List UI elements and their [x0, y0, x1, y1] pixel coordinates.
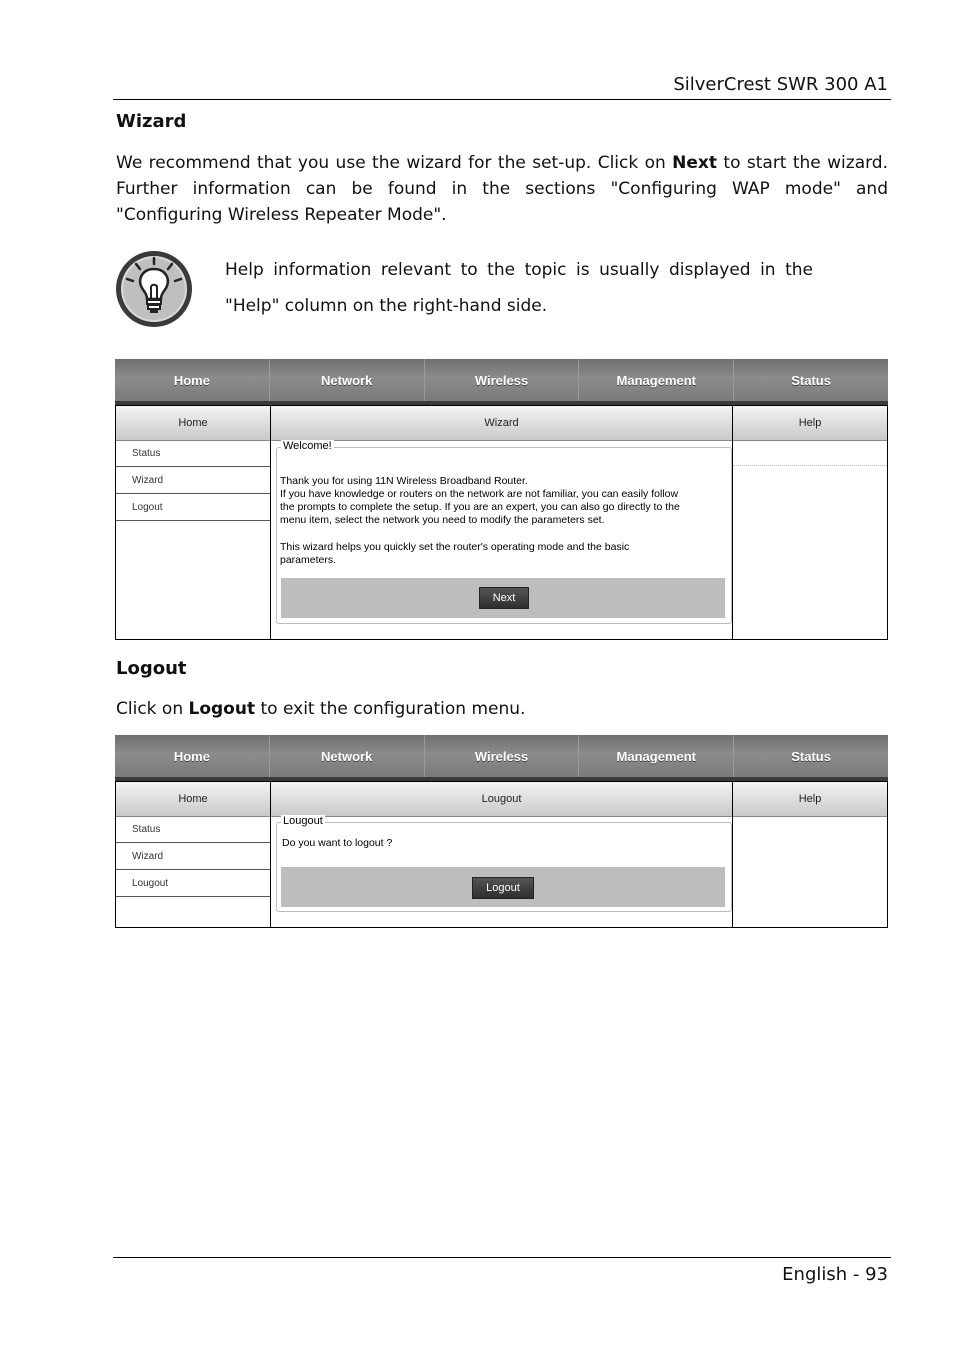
logout-para-post: to exit the configuration menu. — [255, 699, 526, 719]
wizard-screenshot — [115, 359, 888, 640]
nav-status[interactable]: Status — [791, 748, 831, 764]
logout-heading: Logout — [116, 658, 187, 679]
nav-wireless[interactable]: Wireless — [425, 359, 580, 401]
document-header: SilverCrest SWR 300 A1 — [673, 74, 888, 95]
help-column-header: Help — [733, 406, 887, 441]
button-bar — [281, 578, 725, 618]
logout-para-bold: Logout — [188, 699, 256, 719]
side-column-header: Home — [116, 782, 270, 817]
sidebar-item-status[interactable]: Status — [116, 817, 270, 843]
next-button[interactable]: Next — [479, 587, 529, 609]
top-navigation — [115, 359, 888, 405]
nav-wireless[interactable]: Wireless — [425, 735, 580, 777]
sidebar-item-wizard[interactable]: Wizard — [116, 844, 270, 870]
welcome-line: the prompts to complete the setup. If you are an expert, you can also go directly to the — [280, 501, 680, 513]
nav-management[interactable]: Management — [579, 735, 734, 777]
logout-screenshot — [115, 735, 888, 928]
nav-status[interactable]: Status — [791, 372, 831, 388]
header-rule — [113, 99, 891, 100]
footer-rule — [113, 1257, 891, 1258]
welcome-line: parameters. — [280, 554, 337, 566]
wizard-heading: Wizard — [116, 111, 187, 132]
wizard-para-pre: We recommend that you use the wizard for the set-up. Click on — [116, 153, 673, 173]
nav-network[interactable]: Network — [270, 735, 425, 777]
welcome-fieldset — [276, 440, 732, 624]
logout-para-pre: Click on — [116, 699, 189, 719]
page-number: English - 93 — [782, 1264, 888, 1285]
lightbulb-icon — [114, 249, 194, 329]
help-divider — [733, 465, 887, 466]
content-frame — [115, 405, 888, 640]
nav-management[interactable]: Management — [579, 359, 734, 401]
sidebar-item-status[interactable]: Status — [116, 441, 270, 467]
sidebar-item-logout[interactable]: Logout — [116, 495, 270, 521]
column-divider — [270, 782, 271, 927]
column-divider — [270, 406, 271, 639]
fieldset-legend: Lougout — [283, 815, 323, 827]
top-navigation — [115, 735, 888, 781]
logout-button[interactable]: Logout — [472, 877, 534, 899]
button-bar — [281, 867, 725, 907]
welcome-line: This wizard helps you quickly set the router's operating mode and the basic — [280, 541, 630, 553]
wizard-para-bold: Next — [672, 153, 718, 173]
fieldset-legend: Welcome! — [283, 440, 332, 452]
content-frame — [115, 781, 888, 928]
wizard-paragraph — [116, 150, 888, 228]
nav-home[interactable]: Home — [115, 359, 270, 401]
help-column-header: Help — [733, 782, 887, 817]
column-divider — [732, 782, 733, 927]
sidebar-item-logout[interactable]: Lougout — [116, 871, 270, 897]
main-column-header: Wizard — [271, 406, 732, 441]
logout-question: Do you want to logout ? — [282, 837, 393, 849]
side-column-header: Home — [116, 406, 270, 441]
welcome-line: Thank you for using 11N Wireless Broadband Router. — [280, 475, 528, 487]
welcome-line: menu item, select the network you need to modify the parameters set. — [280, 514, 605, 526]
column-divider — [732, 406, 733, 639]
logout-fieldset — [276, 815, 732, 912]
main-column-header: Lougout — [271, 782, 732, 817]
nav-home[interactable]: Home — [115, 735, 270, 777]
sidebar-item-wizard[interactable]: Wizard — [116, 468, 270, 494]
help-tip-text: Help information relevant to the topic is usually displayed in the "Help" column on the right-hand side. — [225, 260, 813, 316]
logout-paragraph — [116, 696, 888, 722]
nav-network[interactable]: Network — [270, 359, 425, 401]
wizard-para-post: to start the wizard. Further information can be found in the sections "Configuring WAP mode" and "Configuring Wireless Repeater Mode". — [116, 153, 889, 225]
welcome-line: If you have knowledge or routers on the network are not familiar, you can easily follow — [280, 488, 679, 500]
